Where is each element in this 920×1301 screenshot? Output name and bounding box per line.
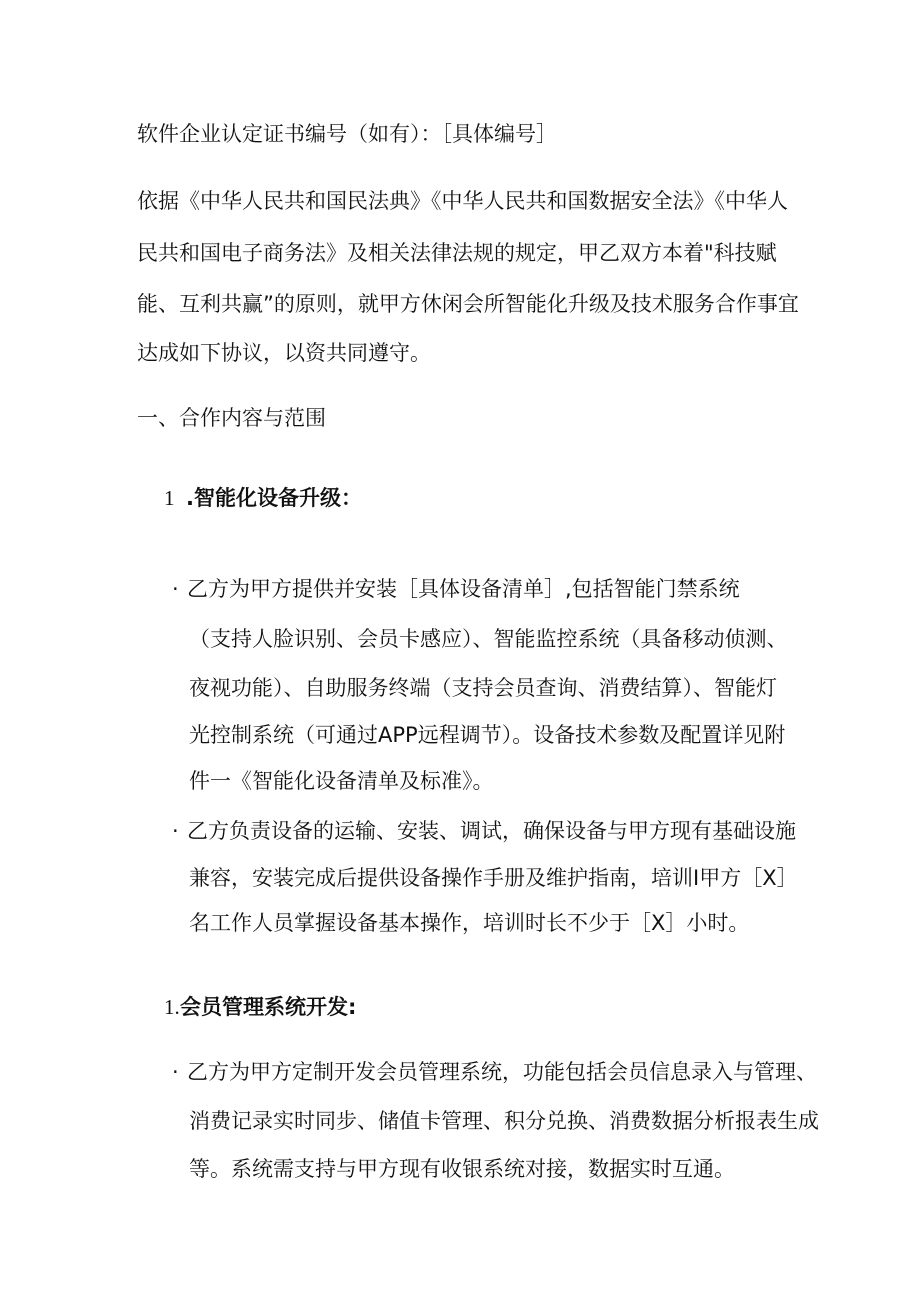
bullet-line: 消费记录实时同步、储值卡管理、积分兑换、消费数据分析报表生成 <box>189 1109 819 1133</box>
item-title: 会员管理系统开发: <box>180 995 357 1019</box>
bullet-line: 件一《智能化设备清单及标准》。 <box>189 769 494 793</box>
bullet-dot: · <box>172 1060 179 1084</box>
item-number: 1. <box>164 995 180 1019</box>
item-title: .智能化设备升级： <box>186 486 362 510</box>
intro-line: 达成如下协议，以资共同遵守。 <box>137 341 431 365</box>
bullet-line: 夜视功能）、自助服务终端（支持会员查询、消费结算）、智能灯 <box>189 676 777 700</box>
bullet-line: 兼容，安装完成后提供设备操作手册及维护指南，培训I甲方［X］ <box>189 866 798 890</box>
intro-line: 能、互利共赢”的原则，就甲方休闲会所智能化升级及技术服务合作事宜 <box>137 292 799 316</box>
bullet-line: 乙方为甲方定制开发会员管理系统，功能包括会员信息录入与管理、 <box>187 1060 817 1084</box>
intro-line: 民共和国电子商务法》及相关法律法规的规定，甲乙双方本着"科技赋 <box>137 241 777 265</box>
section-heading: 一、合作内容与范围 <box>137 406 326 430</box>
bullet-dot: · <box>172 819 179 843</box>
bullet-line: 等。系统需支持与甲方现有收银系统对接，数据实时互通。 <box>189 1157 735 1181</box>
item-number: 1 <box>164 486 175 510</box>
bullet-line: （支持人脸识别、会员卡感应）、智能监控系统（具备移动侦测、 <box>189 627 788 651</box>
intro-line: 依据《中华人民共和国民法典》《中华人民共和国数据安全法》《中华人 <box>137 189 788 213</box>
bullet-line: 光控制系统（可通过APP远程调节）。设备技术参数及配置详见附 <box>189 723 786 747</box>
bullet-dot: · <box>172 577 179 601</box>
bullet-line: 乙方负责设备的运输、安装、调试，确保设备与甲方现有基础设施 <box>187 819 796 843</box>
bullet-line: 名工作人员掌握设备基本操作，培训时长不少于［X］小时。 <box>189 911 750 935</box>
certificate-number-line: 软件企业认定证书编号（如有）：［具体编号］ <box>137 122 557 146</box>
bullet-line: 乙方为甲方提供并安装［具体设备清单］,包括智能门禁系统 <box>187 577 740 601</box>
